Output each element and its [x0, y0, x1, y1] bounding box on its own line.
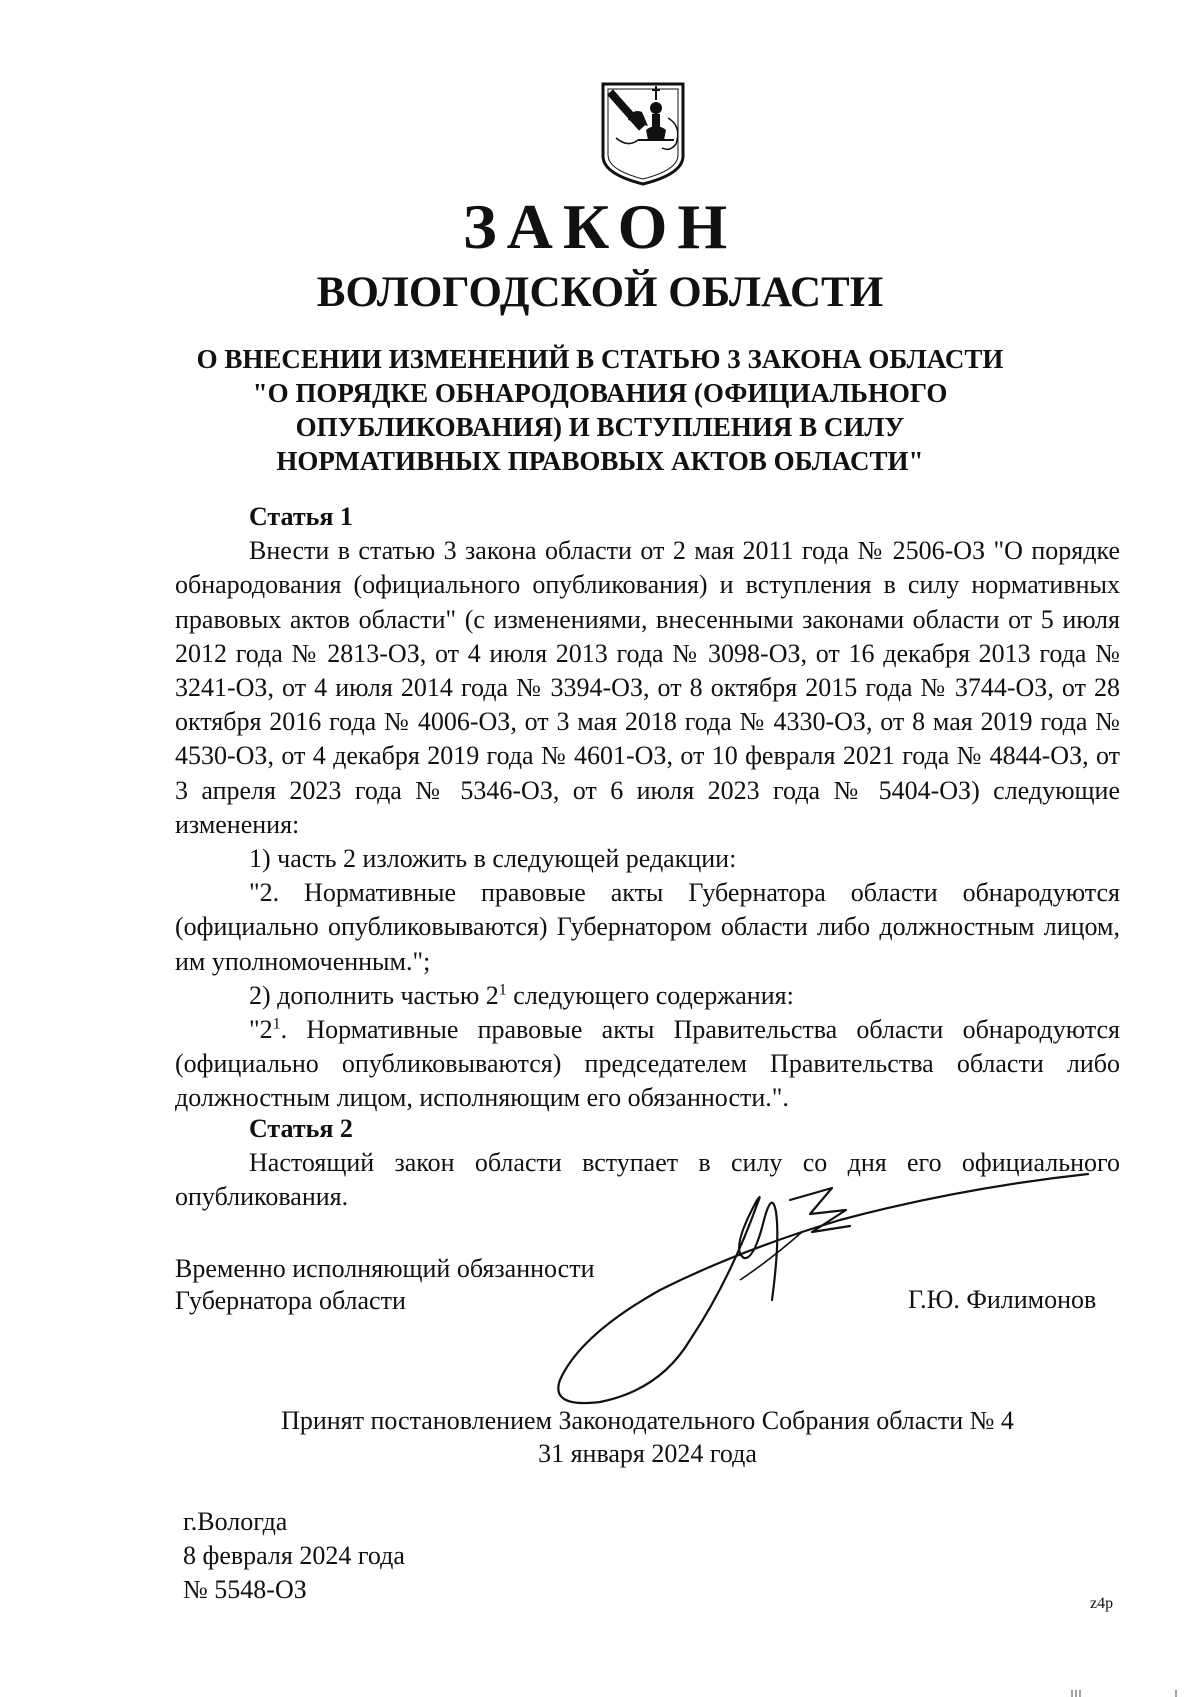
article-1-intro: Внести в статью 3 закона области от 2 мая 2011 года № 2506-ОЗ "О порядке обнародования (официального опубликования) и вступления в силу нормативных правовых актов области" (с изменениями, внесенными законами области от 5 июля 2012 года № 2813-ОЗ, от 4 июля 2013 года № 3098-ОЗ, от 16 декабря 2013 года № 3241-ОЗ, от 4 июля 2014 года № 3394-ОЗ, от 8 октября 2015 года № 3744-ОЗ, от 28 октября 2016 года № 4006-ОЗ, от 3 мая 2018 года № 4330-ОЗ, от 8 мая 2019 года № 4530-ОЗ, от 4 декабря 2019 года № 4601-ОЗ, от 10 февраля 2021 года № 4844-ОЗ, от 3 апреля 2023 года № 5346-ОЗ, от 6 июля 2023 года № 5404-ОЗ) следующие изменения:	[175, 536, 1120, 839]
item-2-quote-superscript: 1	[272, 1015, 281, 1033]
region-title: ВОЛОГОДСКОЙ ОБЛАСТИ	[316, 269, 884, 316]
signatory-position	[175, 1253, 595, 1317]
footer-date: 8 февраля 2024 года	[183, 1541, 405, 1570]
article-1-item-1: 1) часть 2 изложить в следующей редакции:	[249, 844, 737, 874]
subject-line: ОПУБЛИКОВАНИЯ) И ВСТУПЛЕНИЯ В СИЛУ	[295, 412, 905, 442]
subject-line: НОРМАТИВНЫХ ПРАВОВЫХ АКТОВ ОБЛАСТИ"	[276, 446, 924, 476]
item-2-quote-rest: . Нормативные правовые акты Правительства области обнародуются (официально опубликовываются) председателем Правительства области либо должностным лицом, исполняющим его обязанности.".	[175, 1015, 1120, 1113]
footer-number: № 5548-ОЗ	[183, 1575, 307, 1604]
vologda-coat-of-arms-icon	[598, 78, 688, 188]
subject-line: "О ПОРЯДКЕ ОБНАРОДОВАНИЯ (ОФИЦИАЛЬНОГО	[252, 378, 948, 408]
handwritten-signature	[540, 1140, 1100, 1420]
document-footer	[183, 1505, 405, 1607]
signatory-position-line: Временно исполняющий обязанности	[175, 1254, 595, 1283]
item-2-text-after: следующего содержания:	[506, 980, 794, 1010]
article-1-item-2-text	[175, 1013, 1120, 1116]
adoption-date: 31 января 2024 года	[538, 1439, 757, 1468]
article-1	[175, 500, 1120, 1116]
item-2-superscript: 1	[498, 981, 507, 999]
item-2-text-before: 2) дополнить частью 2	[249, 980, 499, 1010]
signatory-name: Г.Ю. Филимонов	[908, 1285, 1097, 1314]
document-code: z4p	[1090, 1595, 1114, 1612]
footer-city: г.Вологда	[183, 1507, 288, 1536]
adoption-note	[175, 1404, 1120, 1470]
article-1-item-1-text: "2. Нормативные правовые акты Губернатора области обнародуются (официально опубликовываются) Губернатором области либо должностным лицом, им уполномоченным.";	[175, 878, 1120, 976]
item-2-quote-open: "2	[249, 1015, 273, 1045]
law-subject-heading	[150, 342, 1050, 478]
subject-line: О ВНЕСЕНИИ ИЗМЕНЕНИЙ В СТАТЬЮ 3 ЗАКОНА ОБЛАСТИ	[196, 344, 1004, 374]
article-1-title: Статья 1	[249, 502, 353, 531]
signatory-position-line: Губернатора области	[175, 1286, 406, 1315]
article-2-title: Статья 2	[249, 1114, 353, 1143]
adoption-line: Принят постановлением Законодательного Собрания области № 4	[281, 1406, 1014, 1435]
article-2-text: Настоящий закон области вступает в силу со дня его официального опубликования.	[175, 1148, 1120, 1212]
scan-edge-marks	[1070, 1688, 1180, 1697]
document-type-title: ЗАКОН	[462, 191, 738, 262]
article-1-item-2	[175, 979, 1120, 1013]
